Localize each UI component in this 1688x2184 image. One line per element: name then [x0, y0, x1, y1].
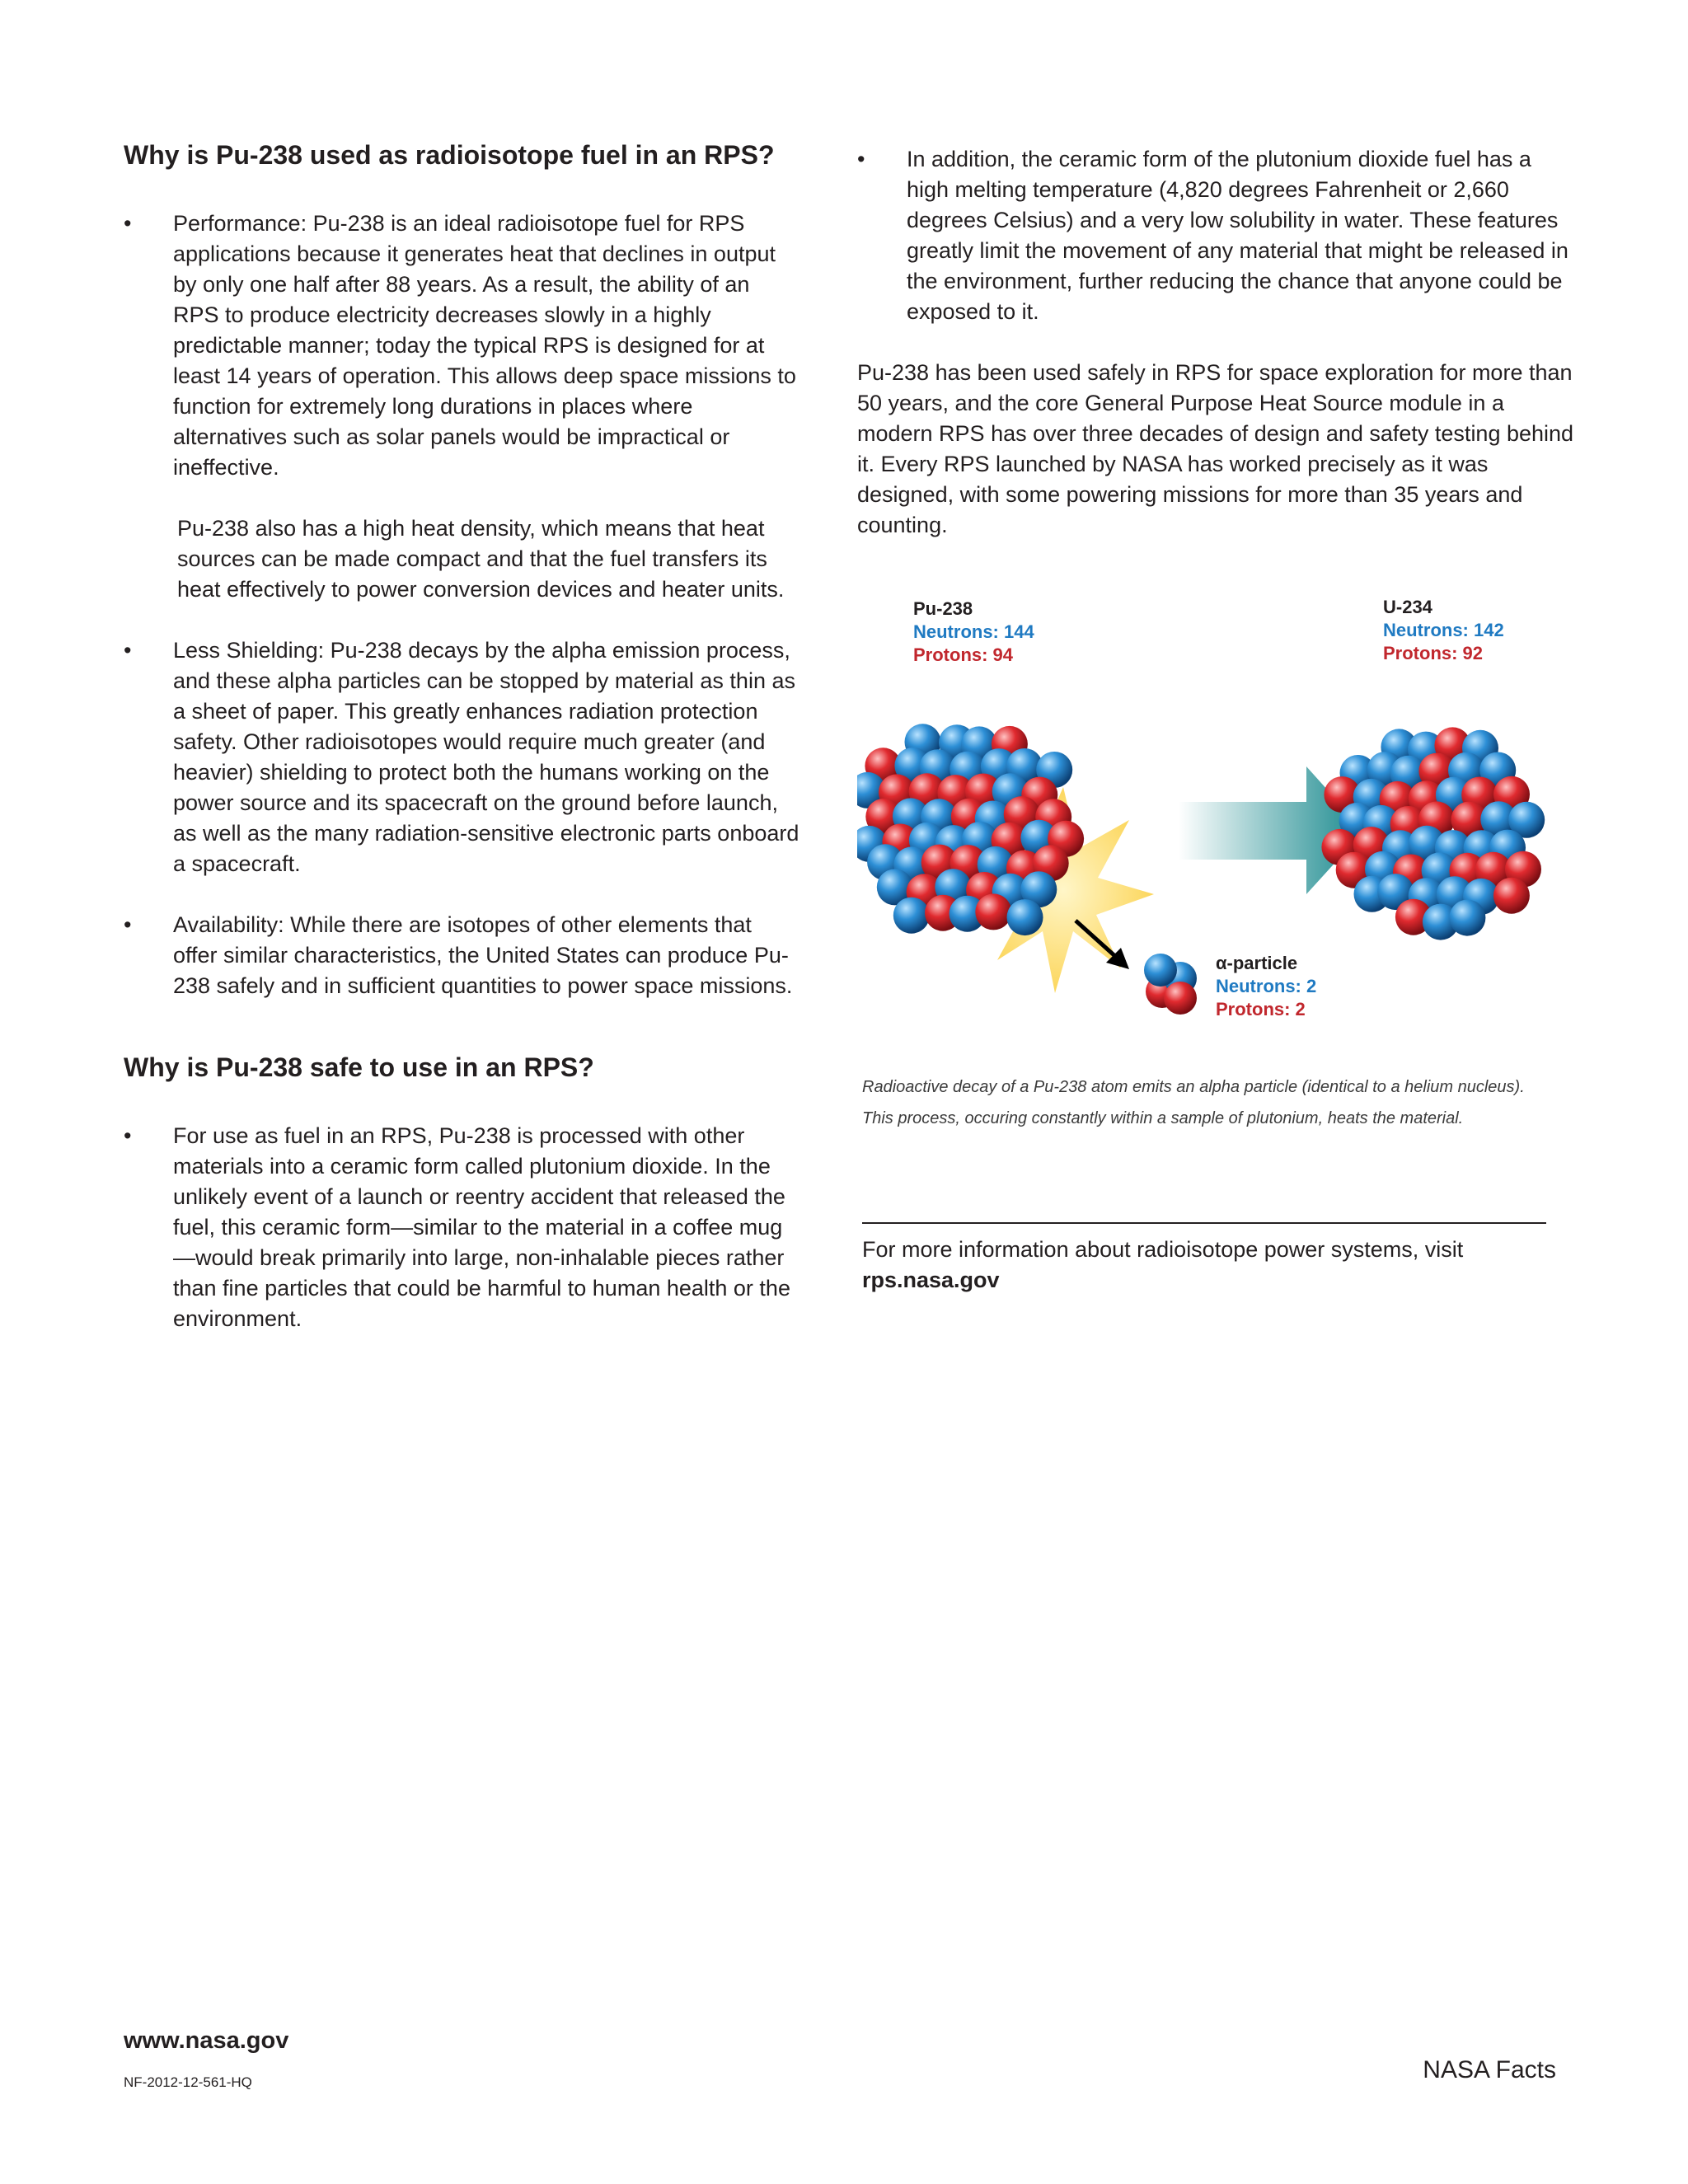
- section-heading-why-used: Why is Pu-238 used as radioisotope fuel in an RPS?: [124, 140, 775, 170]
- caption-line-1: Radioactive decay of a Pu-238 atom emits an alpha particle (identical to a helium nucleus).: [862, 1078, 1525, 1096]
- alpha-particle-label: [1216, 952, 1316, 1021]
- neutron: [1449, 900, 1485, 936]
- list-item-availability: [124, 910, 799, 1001]
- bullet-text: In addition, the ceramic form of the plutonium dioxide fuel has a high melting temperature (4,820 degrees Fahrenheit or 2,660 degrees Celsius) and a very low solubility in water. These features greatly limit the movement of any material that might be released in the environment, further reducing the chance that anyone could be exposed to it.: [907, 147, 1568, 324]
- bullet-icon: •: [124, 211, 132, 236]
- bullet-icon: •: [124, 638, 132, 663]
- pu-238-protons: Protons: 94: [913, 644, 1014, 665]
- alpha-particle-neutrons: Neutrons: 2: [1216, 976, 1317, 996]
- list-item-performance: [124, 209, 799, 483]
- proton: [1493, 878, 1530, 914]
- footer-site-link[interactable]: www.nasa.gov: [124, 2027, 289, 2054]
- proton: [1164, 982, 1197, 1015]
- neutron: [1144, 954, 1177, 987]
- emission-arrow: [1076, 921, 1129, 969]
- more-info: [862, 1235, 1579, 1296]
- safety-history-paragraph: Pu-238 has been used safely in RPS for space exploration for more than 50 years, and the core General Purpose Heat Source module in a modern RPS has over three decades of design and safety testing behind it. Every RPS launched by NASA has worked precisely as it was designed, with some powering missions for more than 35 years and counting.: [857, 360, 1574, 537]
- alpha-particle-protons: Protons: 2: [1216, 999, 1306, 1019]
- list-item-melting-temperature: [857, 144, 1574, 327]
- bullet-text: For use as fuel in an RPS, Pu-238 is processed with other materials into a ceramic form called plutonium dioxide. In the unlikely event of a launch or reentry accident that released the fuel, this ceramic form—similar to the material in a coffee mug—would break primarily into large, non-inhalable pieces rather than fine particles that could be harmful to human health or the environment.: [173, 1123, 790, 1331]
- bullet-text: Performance: Pu-238 is an ideal radioisotope fuel for RPS applications because it generates heat that declines in output by only one half after 88 years. As a result, the ability of an RPS to produce electricity decreases slowly in a highly predictable manner; today the typical RPS is designed for at least 14 years of operation. This allows deep space missions to function for extremely long durations in places where alternatives such as solar panels would be impractical or ineffective.: [173, 211, 796, 480]
- list-item-ceramic-form: [124, 1121, 799, 1334]
- u-234-nucleus: [1321, 727, 1545, 940]
- u-234-neutrons: Neutrons: 142: [1383, 620, 1504, 640]
- bullet-icon: •: [124, 1123, 132, 1148]
- alpha-particle-nucleus: [1144, 954, 1197, 1015]
- pu-238-name: Pu-238: [913, 598, 973, 619]
- section-heading-why-safe: Why is Pu-238 safe to use in an RPS?: [124, 1052, 594, 1082]
- rps-link[interactable]: rps.nasa.gov: [862, 1268, 1000, 1292]
- bullet-text: Availability: While there are isotopes of other elements that offer similar characteristics, the United States can produce Pu-238 safely and in sufficient quantities to power space missions.: [173, 912, 793, 998]
- pu-238-label: [913, 598, 1034, 667]
- bullet-text: Less Shielding: Pu-238 decays by the alpha emission process, and these alpha particles can be stopped by material as thin as a sheet of paper. This greatly enhances radiation protection safety. Other radioisotopes would require much greater (and heavier) shielding to protect both the humans working on the power source and its spacecraft on the ground before launch, as well as the many radiation-sensitive electronic parts onboard a spacecraft.: [173, 638, 799, 876]
- u-234-name: U-234: [1383, 597, 1432, 617]
- left-column: [124, 140, 799, 1334]
- u-234-label: [1383, 596, 1504, 665]
- alpha-particle-name: α-particle: [1216, 953, 1298, 973]
- list-item-heat-density: Pu-238 also has a high heat density, which means that heat sources can be made compact and that the fuel transfers its heat effectively to power conversion devices and heater units.: [177, 516, 785, 602]
- u-234-protons: Protons: 92: [1383, 643, 1484, 663]
- neutron: [1007, 899, 1043, 935]
- proton: [975, 893, 1011, 930]
- footer-brand: NASA Facts: [1423, 2056, 1556, 2083]
- bullet-icon: •: [124, 912, 132, 937]
- figure-caption: [862, 1071, 1579, 1134]
- divider: [862, 1222, 1546, 1224]
- bullet-icon: •: [857, 147, 865, 171]
- footer-doc-code: NF-2012-12-561-HQ: [124, 2074, 252, 2090]
- pu-238-neutrons: Neutrons: 144: [913, 621, 1034, 642]
- list-item-less-shielding: [124, 635, 799, 879]
- neutron: [893, 898, 930, 934]
- more-info-text: For more information about radioisotope power systems, visit: [862, 1237, 1464, 1262]
- caption-line-2: This process, occuring constantly within a sample of plutonium, heats the material.: [862, 1109, 1464, 1127]
- decay-diagram: [857, 598, 1574, 1030]
- right-column: [857, 140, 1574, 541]
